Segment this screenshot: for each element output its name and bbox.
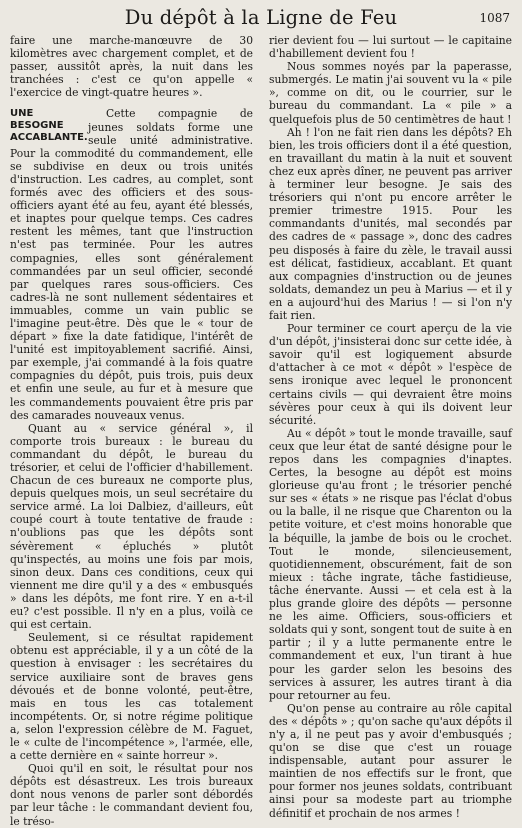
- paragraph: Quoi qu'il en soit, le résultat pour nos dépôts est désastreux. Les trois bureaux dont nous venons de parler sont débordés par leur tâche : le commandant devient fou, le tréso-: [10, 762, 253, 828]
- paragraph: Ah ! l'on ne fait rien dans les dépôts? Eh bien, les trois officiers dont il a été question, en travaillant du matin à la nuit et souvent chez eux après dîner, ne peuvent pas arriver à terminer leur besogne. Je sais des trésoriers qui n'ont pu encore arrêter le premier trimestre 1915. Pour les commandants d'unités, mal secondés par des cadres de « passage », donc des cadres peu disposés à faire du zèle, le travail aussi est délicat, fastidieux, accablant. Et quant aux compagnies d'instruction ou de jeunes soldats, demandez un peu à Marius — et il y en a aujourd'hui des Marius ! — si l'on n'y fait rien.: [269, 125, 512, 322]
- page-number: 1087: [479, 11, 510, 25]
- paragraph: Au « dépôt » tout le monde travaille, sauf ceux que leur état de santé désigne pour le repos dans les compagnies d'inaptes. Certes, la besogne au dépôt est moins glorieuse qu'au front ; le trésorier penché sur ses « états » ne risque pas l'éclat d'obus ou la balle, il ne risque que Charenton ou la petite voiture, et c'est moins honorable que la béquille, la jambe de bois ou le crochet. Tout le monde, silencieusement, quotidiennement, obscurément, fait de son mieux : tâche ingrate, tâche fastidieuse, tâche énervante. Aussi — et cela est à la plus grande gloire des dépôts — personne ne les aime. Officiers, sous-officiers et soldats qui y sont, songent tout de suite à en partir ; il y a lutte permanente entre le commandement et eux, l'un tirant à hue pour les garder selon les besoins des services à assurer, les autres tirant à dia pour retourner au feu.: [269, 426, 512, 702]
- paragraph: Qu'on pense au contraire au rôle capital des « dépôts » ; qu'on sache qu'aux dépôts il n'y a, il ne peut pas y avoir d'embusqués ; qu'on se dise que c'est un rouage indispensable, autant pour assurer le maintien de nos effectifs sur le front, que pour former nos jeunes soldats, contribuant ainsi pour sa modeste part au triomphe définitif et prochain de nos armes !: [269, 701, 512, 820]
- text-columns: [10, 34, 512, 828]
- running-title: Du dépôt à la Ligne de Feu: [124, 6, 398, 29]
- page-header: [10, 4, 512, 34]
- paragraph: faire une marche-manœuvre de 30 kilomètres avec chargement complet, et de passer, aussitôt après, la nuit dans les tranchées : c'est ce qu'on appelle « l'exercice de vingt-quatre heures ».: [10, 34, 253, 100]
- right-column: [269, 34, 512, 828]
- paragraph: Quant au « service général », il comporte trois bureaux : le bureau du commandant du dépôt, le bureau du trésorier, et celui de l'officier d'habillement. Chacun de ces bureaux ne comporte plus, depuis quelques mois, un seul secrétaire du service armé. La loi Dalbiez, d'ailleurs, eût coupé court à toute tentative de fraude : n'oublions pas que les dépôts sont sévèrement « épluchés » plutôt qu'inspectés, au moins une fois par mois, sinon deux. Dans ces conditions, ceux qui viennent me dire qu'il y a des « embusqués » dans les dépôts, me font rire. Y en a-t-il eu? c'est possible. Il n'y en a plus, voilà ce qui est certain.: [10, 421, 253, 632]
- paragraph: Nous sommes noyés par la paperasse, submergés. Le matin j'ai souvent vu la « pile », comme on dit, ou le courrier, sur le bureau du commandant. La « pile » a quelquefois plus de 50 centimètres de haut !: [269, 60, 512, 126]
- left-column: [10, 34, 253, 828]
- paragraph: Seulement, si ce résultat rapidement obtenu est appréciable, il y a un côté de la question à envisager : les secrétaires du service auxiliaire sont de braves gens dévoués et de bonne volonté, peut-être, mais en tous les cas totalement incompétents. Or, si notre régime politique a, selon l'expression célèbre de M. Faguet, le « culte de l'incompétence », l'armée, elle, a cette dernière en « sainte horreur ».: [10, 631, 253, 763]
- paragraph: rier devient fou — lui surtout — le capitaine d'habillement devient fou !: [269, 34, 512, 61]
- paragraph: Cette compagnie de jeunes soldats forme une seule unité administrative. Pour la commodité du commandement, elle se subdivise en deux ou trois unités d'instruction. Les cadres, au complet, sont formés avec des officiers et des sous-officiers ayant été au feu, ayant été blessés, et inaptes pour quelque temps. Ces cadres restent les mêmes, tant que l'instruction n'est pas terminée. Pour les autres compagnies, elles sont généralement commandées par un seul officier, secondé par quelques rares sous-officiers. Ces cadres-là ne sont nullement sédentaires et immuables, comme un vain public se l'imagine peut-être. Dès que le « tour de départ » fixe la date fatidique, l'intérêt de l'unité est impitoyablement sacrifié. Ainsi, par exemple, j'ai commandé à la fois quatre compagnies du dépôt, puis trois, puis deux et enfin une seule, au fur et à mesure que les commandements pouvaient être pris par des camarades nouveaux venus.: [10, 107, 253, 422]
- paragraph: Pour terminer ce court aperçu de la vie d'un dépôt, j'insisterai donc sur cette idée, à savoir qu'il est logiquement absurde d'attacher à ce mot « dépôt » l'espèce de sens ironique avec lequel le prononcent certains civils — qui devraient être moins sévères pour ceux à qui ils doivent leur sécurité.: [269, 322, 512, 427]
- section-title: UNE BESOGNE ACCABLANTE.: [10, 108, 88, 144]
- section-block: [10, 107, 253, 421]
